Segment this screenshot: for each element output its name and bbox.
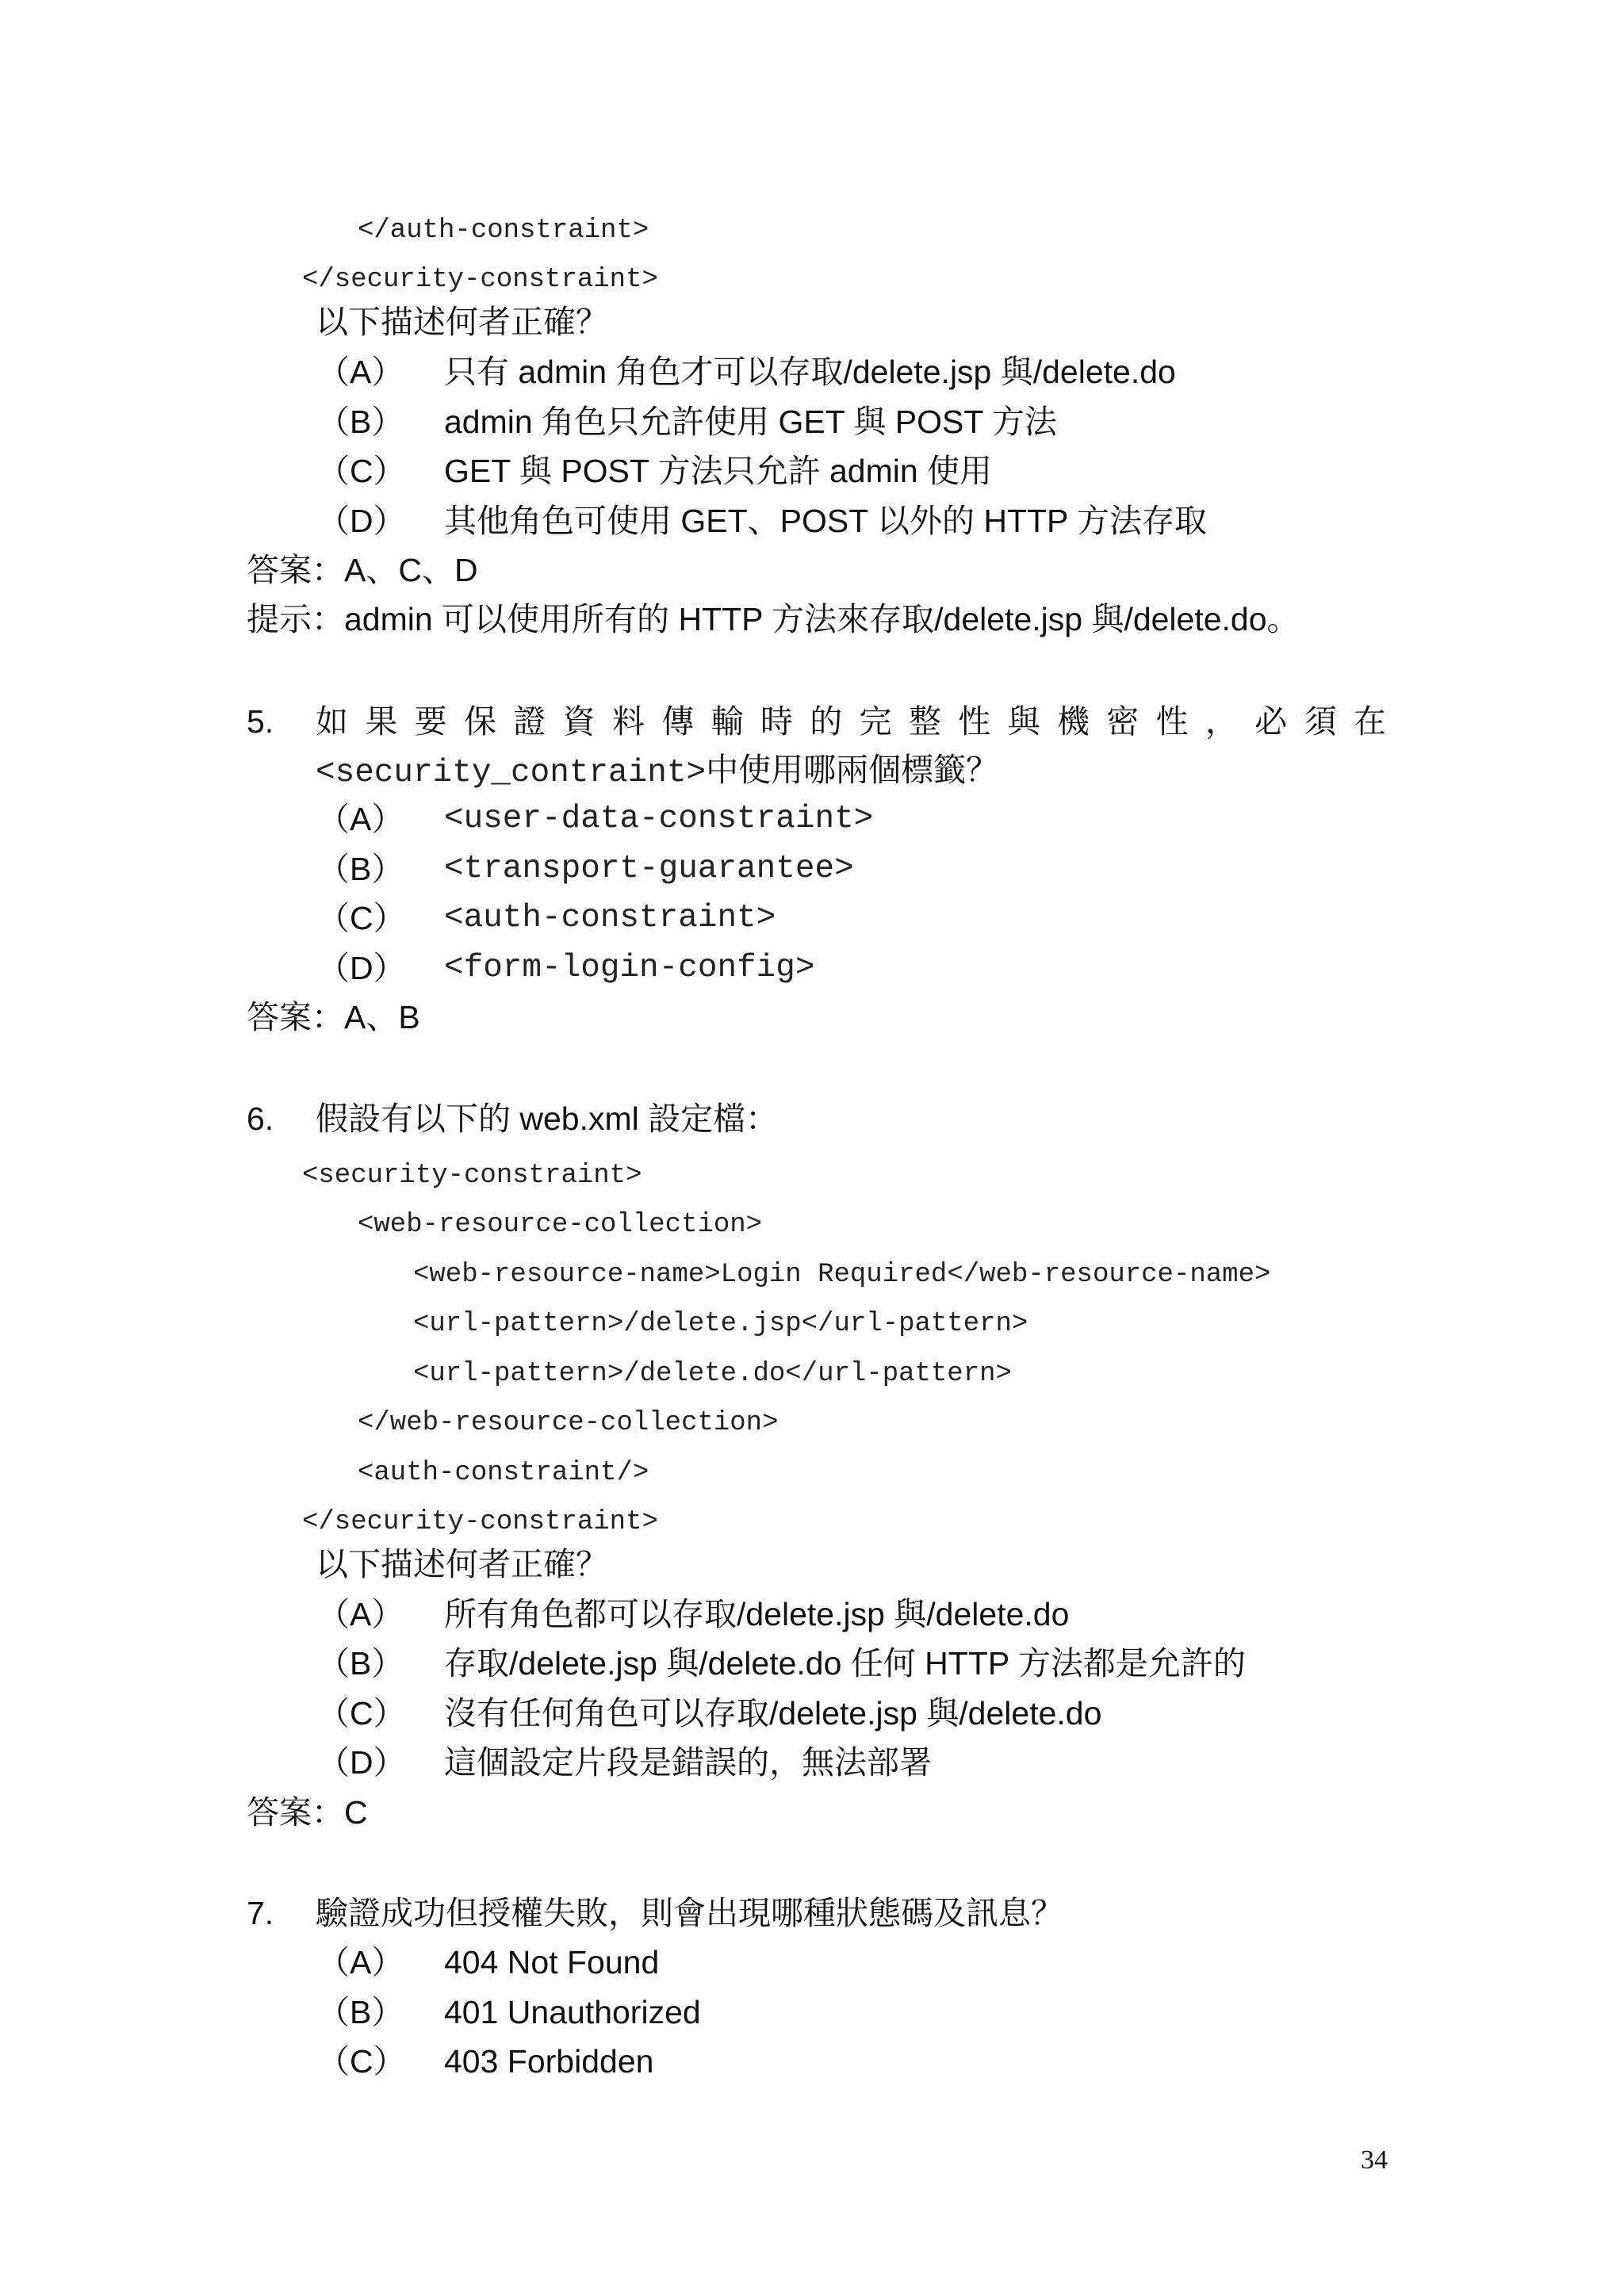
option-text: 沒有任何角色可以存取/delete.jsp 與/delete.do xyxy=(444,1695,1102,1732)
hint-line: 提示：admin 可以使用所有的 HTTP 方法來存取/delete.jsp 與/delete.do。 xyxy=(247,601,1300,637)
option-label: （D） xyxy=(317,950,406,986)
question-prompt: 以下描述何者正確？ xyxy=(316,304,608,340)
option-label: （A） xyxy=(317,801,404,837)
question-prompt: 以下描述何者正確？ xyxy=(316,1546,608,1582)
option-text: 其他角色可使用 GET、POST 以外的 HTTP 方法存取 xyxy=(444,503,1208,539)
option-label: （B） xyxy=(317,851,404,887)
option-label: （B） xyxy=(317,1645,404,1682)
question-text: 假設有以下的 web.xml 設定檔： xyxy=(316,1100,779,1137)
code-line: </security-constraint> xyxy=(302,1507,658,1537)
question-text-line-2: <security_contraint>中使用哪兩個標籤？ xyxy=(316,752,999,791)
code-line: </web-resource-collection> xyxy=(358,1408,779,1438)
code-line: </security-constraint> xyxy=(302,265,658,295)
option-text: <user-data-constraint> xyxy=(444,801,874,837)
option-text: 這個設定片段是錯誤的，無法部署 xyxy=(444,1744,932,1781)
answer-line: 答案：C xyxy=(247,1794,368,1831)
code-line: <url-pattern>/delete.jsp</url-pattern> xyxy=(413,1309,1028,1339)
code-line: <security-constraint> xyxy=(302,1161,642,1191)
option-text: <form-login-config> xyxy=(444,950,815,986)
option-text: 404 Not Found xyxy=(444,1944,660,1980)
option-text: 所有角色都可以存取/delete.jsp 與/delete.do xyxy=(444,1596,1070,1632)
option-label: （C） xyxy=(317,2043,406,2080)
option-label: （D） xyxy=(317,503,406,539)
question-number: 5. xyxy=(247,703,274,740)
code-line: </auth-constraint> xyxy=(358,216,649,246)
option-label: （A） xyxy=(317,1596,404,1632)
option-label: （A） xyxy=(317,354,404,390)
option-text: GET 與 POST 方法只允許 admin 使用 xyxy=(444,453,993,489)
option-text: 存取/delete.jsp 與/delete.do 任何 HTTP 方法都是允許的 xyxy=(444,1645,1246,1682)
answer-line: 答案：A、C、D xyxy=(247,552,478,588)
option-label: （C） xyxy=(317,900,406,936)
option-text: <auth-constraint> xyxy=(444,900,776,936)
option-label: （A） xyxy=(317,1944,404,1980)
question-number: 7. xyxy=(247,1895,274,1931)
answer-line: 答案：A、B xyxy=(247,999,420,1035)
option-label: （B） xyxy=(317,404,404,440)
option-text: admin 角色只允許使用 GET 與 POST 方法 xyxy=(444,404,1058,440)
code-line: <auth-constraint/> xyxy=(358,1458,649,1488)
option-text: 403 Forbidden xyxy=(444,2043,654,2080)
option-text: 只有 admin 角色才可以存取/delete.jsp 與/delete.do xyxy=(444,354,1176,390)
option-label: （C） xyxy=(317,1695,406,1732)
code-line: <web-resource-collection> xyxy=(358,1210,763,1240)
code-line: <url-pattern>/delete.do</url-pattern> xyxy=(413,1359,1012,1389)
option-label: （B） xyxy=(317,1994,404,2030)
option-text: 401 Unauthorized xyxy=(444,1994,701,2030)
option-label: （C） xyxy=(317,453,406,489)
page-number: 34 xyxy=(1361,2145,1388,2175)
option-label: （D） xyxy=(317,1744,406,1781)
question-text-line-1: 如 果 要 保 證 資 料 傳 輸 時 的 完 整 性 與 機 密 性 ， 必 須 在 xyxy=(316,703,1386,740)
code-line: <web-resource-name>Login Required</web-resource-name> xyxy=(413,1260,1271,1290)
option-text: <transport-guarantee> xyxy=(444,851,854,887)
question-number: 6. xyxy=(247,1100,274,1137)
question-text: 驗證成功但授權失敗，則會出現哪種狀態碼及訊息？ xyxy=(316,1895,1063,1931)
